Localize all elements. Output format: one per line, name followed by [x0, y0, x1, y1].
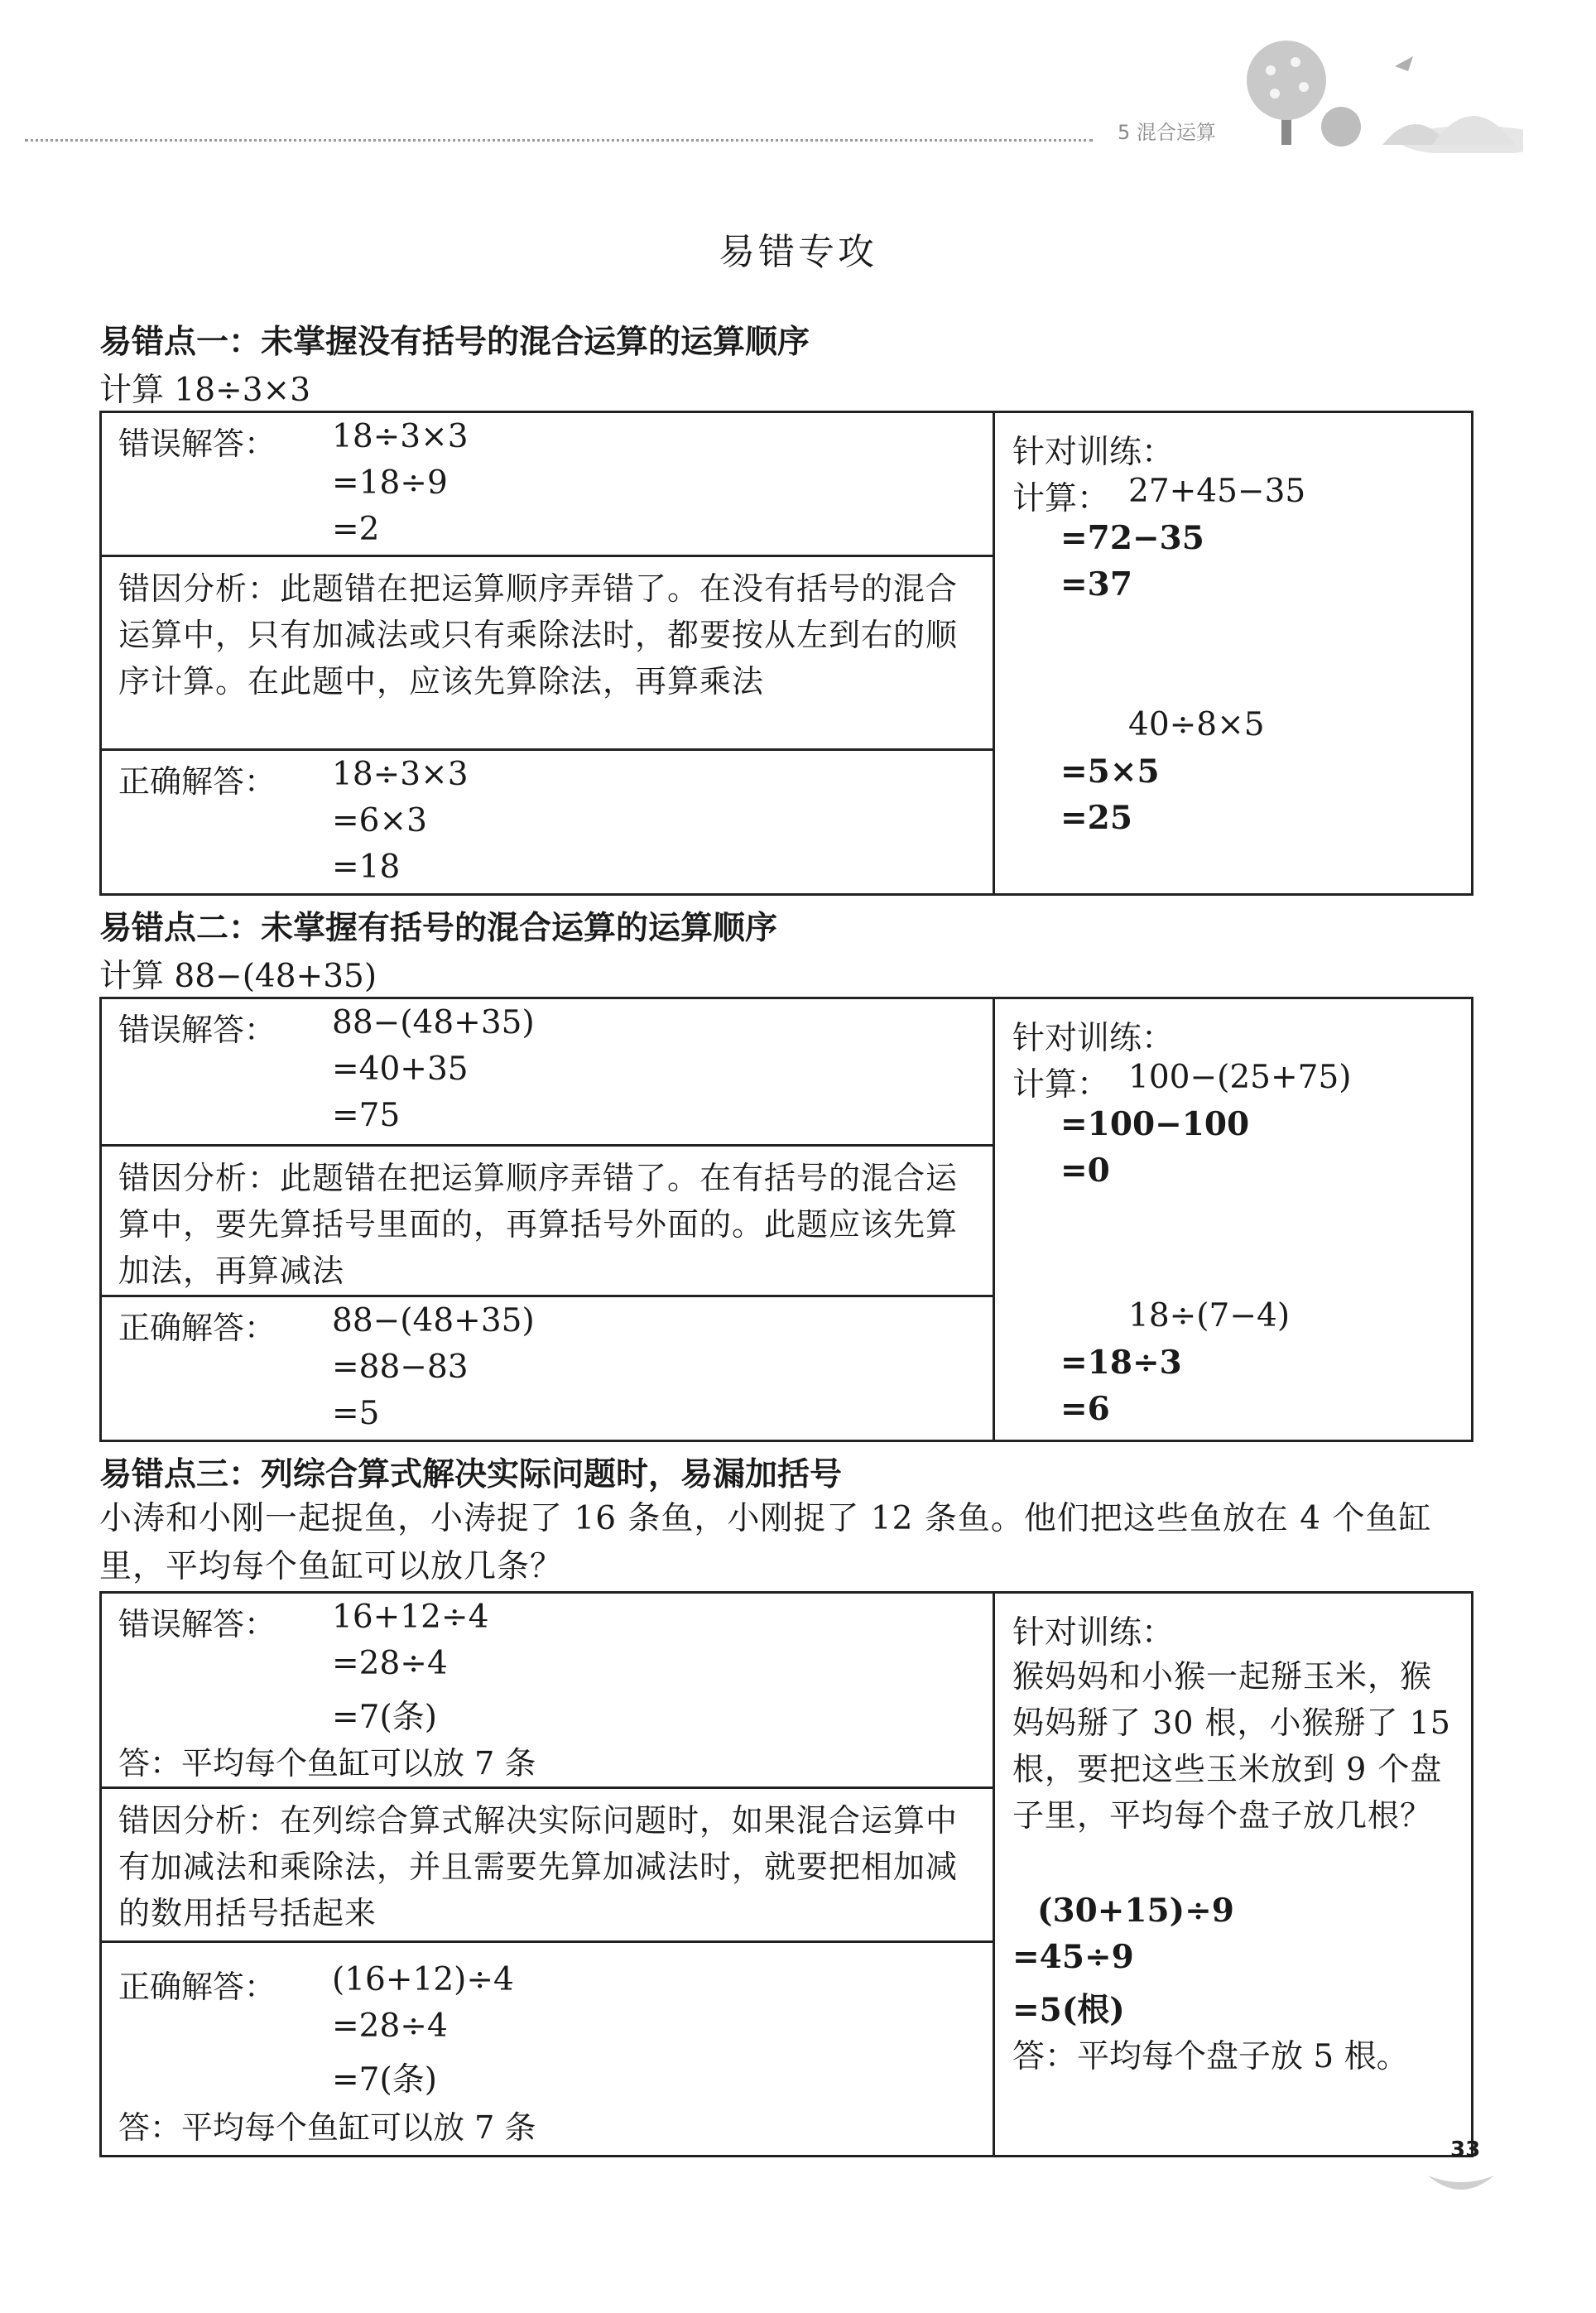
section-2-left-column: [102, 999, 995, 1440]
section-1-correct-cell: [102, 751, 993, 898]
section-3-heading: 易错点三：列综合算式解决实际问题时，易漏加括号: [99, 1456, 843, 1493]
section-2-analysis-cell: [102, 1147, 993, 1297]
practice-step: =25: [1060, 799, 1132, 837]
wrong-step: =40+35: [332, 1051, 469, 1088]
practice-step: =5(根): [1012, 1991, 1125, 2029]
wrong-answer-label: 错误解答：: [118, 426, 276, 462]
section-1-problem: 计算 18÷3×3: [99, 372, 311, 409]
section-2-table: [99, 997, 1473, 1442]
section-1-practice-column: [996, 413, 1471, 893]
section-2-practice-column: [996, 999, 1471, 1440]
section-3-problem: 小涛和小刚一起捉鱼，小涛捉了 16 条鱼，小刚捉了 12 条鱼。他们把这些鱼放在 4 个鱼缸里，平均每个鱼缸可以放几条？: [99, 1500, 1432, 1585]
practice-step: =6: [1060, 1390, 1110, 1428]
section-1-heading: 易错点一：未掌握没有括号的混合运算的运算顺序: [99, 324, 810, 361]
wrong-answer-sentence: 答：平均每个鱼缸可以放 7 条: [118, 1745, 536, 1782]
wrong-step: 16+12÷4: [332, 1599, 489, 1636]
correct-answer-sentence: 答：平均每个鱼缸可以放 7 条: [118, 2109, 536, 2146]
wrong-step: =28÷4: [332, 1645, 448, 1682]
practice-step: =72−35: [1060, 519, 1204, 557]
section-3-left-column: [102, 1594, 995, 2155]
practice-step: =18÷3: [1060, 1344, 1182, 1382]
section-1-wrong-cell: [102, 413, 993, 557]
section-2-heading: 易错点二：未掌握有括号的混合运算的运算顺序: [99, 910, 778, 947]
error-analysis-text: 错因分析：此题错在把运算顺序弄错了。在有括号的混合运算中，要先算括号里面的，再算括号外面的。此题应该先算加法，再算减法: [118, 1160, 959, 1289]
section-1-left-column: [102, 413, 995, 893]
wrong-answer-label: 错误解答：: [118, 1606, 276, 1642]
section-1-table: [99, 411, 1473, 896]
practice-label: 针对训练：: [1012, 434, 1175, 471]
section-3-analysis-cell: [102, 1789, 993, 1943]
section-3-wrong-cell: [102, 1594, 993, 1789]
wrong-step: =75: [332, 1097, 401, 1134]
error-analysis-text: 错因分析：在列综合算式解决实际问题时，如果混合运算中有加减法和乘除法，并且需要先算加减法时，就要把相加减的数用括号括起来: [118, 1802, 959, 1931]
practice-answer-sentence: 答：平均每个盘子放 5 根。: [1012, 2038, 1409, 2075]
practice-step: =5×5: [1060, 753, 1160, 791]
section-3-practice-column: [996, 1594, 1471, 2155]
wrong-step: =2: [332, 511, 380, 548]
page-number-leaf-decoration: [1424, 2171, 1498, 2195]
practice-expression: 18÷(7−4): [1128, 1297, 1291, 1334]
practice-step: =37: [1060, 565, 1132, 603]
page-title: 易错专攻: [719, 231, 877, 273]
correct-step: =6×3: [332, 802, 427, 839]
correct-answer-label: 正确解答：: [118, 1310, 276, 1346]
wrong-step: 88−(48+35): [332, 1004, 535, 1041]
wrong-step: =7(条): [332, 1699, 437, 1736]
section-3-table: [99, 1591, 1473, 2157]
practice-word-problem: 猴妈妈和小猴一起掰玉米，猴妈妈掰了 30 根，小猴掰了 15 根，要把这些玉米放到 9 个盘子里，平均每个盘子放几根？: [1012, 1658, 1451, 1834]
section-2-correct-cell: [102, 1297, 993, 1445]
section-2-wrong-cell: [102, 999, 993, 1147]
correct-step: 88−(48+35): [332, 1302, 535, 1339]
practice-step: =0: [1060, 1152, 1110, 1190]
error-analysis-text: 错因分析：此题错在把运算顺序弄错了。在没有括号的混合运算中，只有加减法或只有乘除法时，都要按从左到右的顺序计算。在此题中，应该先算除法，再算乘法: [118, 570, 959, 700]
wrong-step: 18÷3×3: [332, 418, 469, 455]
practice-step: =100−100: [1060, 1105, 1250, 1143]
correct-step: =88−83: [332, 1349, 469, 1386]
practice-step: =45÷9: [1012, 1938, 1134, 1976]
correct-step: (16+12)÷4: [332, 1961, 514, 1998]
correct-step: =7(条): [332, 2061, 437, 2099]
correct-step: =28÷4: [332, 2008, 448, 2045]
practice-label: 针对训练：: [1012, 1020, 1175, 1057]
section-3-correct-cell: [102, 1943, 993, 2160]
page-number: 33: [1450, 2137, 1481, 2162]
header-dotted-rule: [25, 139, 1093, 142]
practice-label: 针对训练：: [1012, 1614, 1175, 1652]
section-1-analysis-cell: [102, 557, 993, 751]
correct-step: =18: [332, 849, 401, 886]
practice-calc-label: 计算：: [1012, 480, 1110, 517]
practice-expression: 100−(25+75): [1128, 1059, 1352, 1096]
wrong-answer-label: 错误解答：: [118, 1012, 276, 1048]
tree-landscape-illustration: [1225, 29, 1523, 153]
correct-step: =5: [332, 1395, 380, 1432]
practice-expression: 27+45−35: [1128, 473, 1306, 510]
correct-step: 18÷3×3: [332, 756, 469, 793]
correct-answer-label: 正确解答：: [118, 763, 276, 800]
chapter-label: 5 混合运算: [1118, 121, 1216, 144]
section-2-problem: 计算 88−(48+35): [99, 958, 377, 995]
practice-step: (30+15)÷9: [1037, 1892, 1234, 1930]
wrong-step: =18÷9: [332, 464, 448, 502]
practice-calc-label: 计算：: [1012, 1066, 1110, 1104]
correct-answer-label: 正确解答：: [118, 1969, 276, 2005]
practice-expression: 40÷8×5: [1128, 706, 1265, 743]
